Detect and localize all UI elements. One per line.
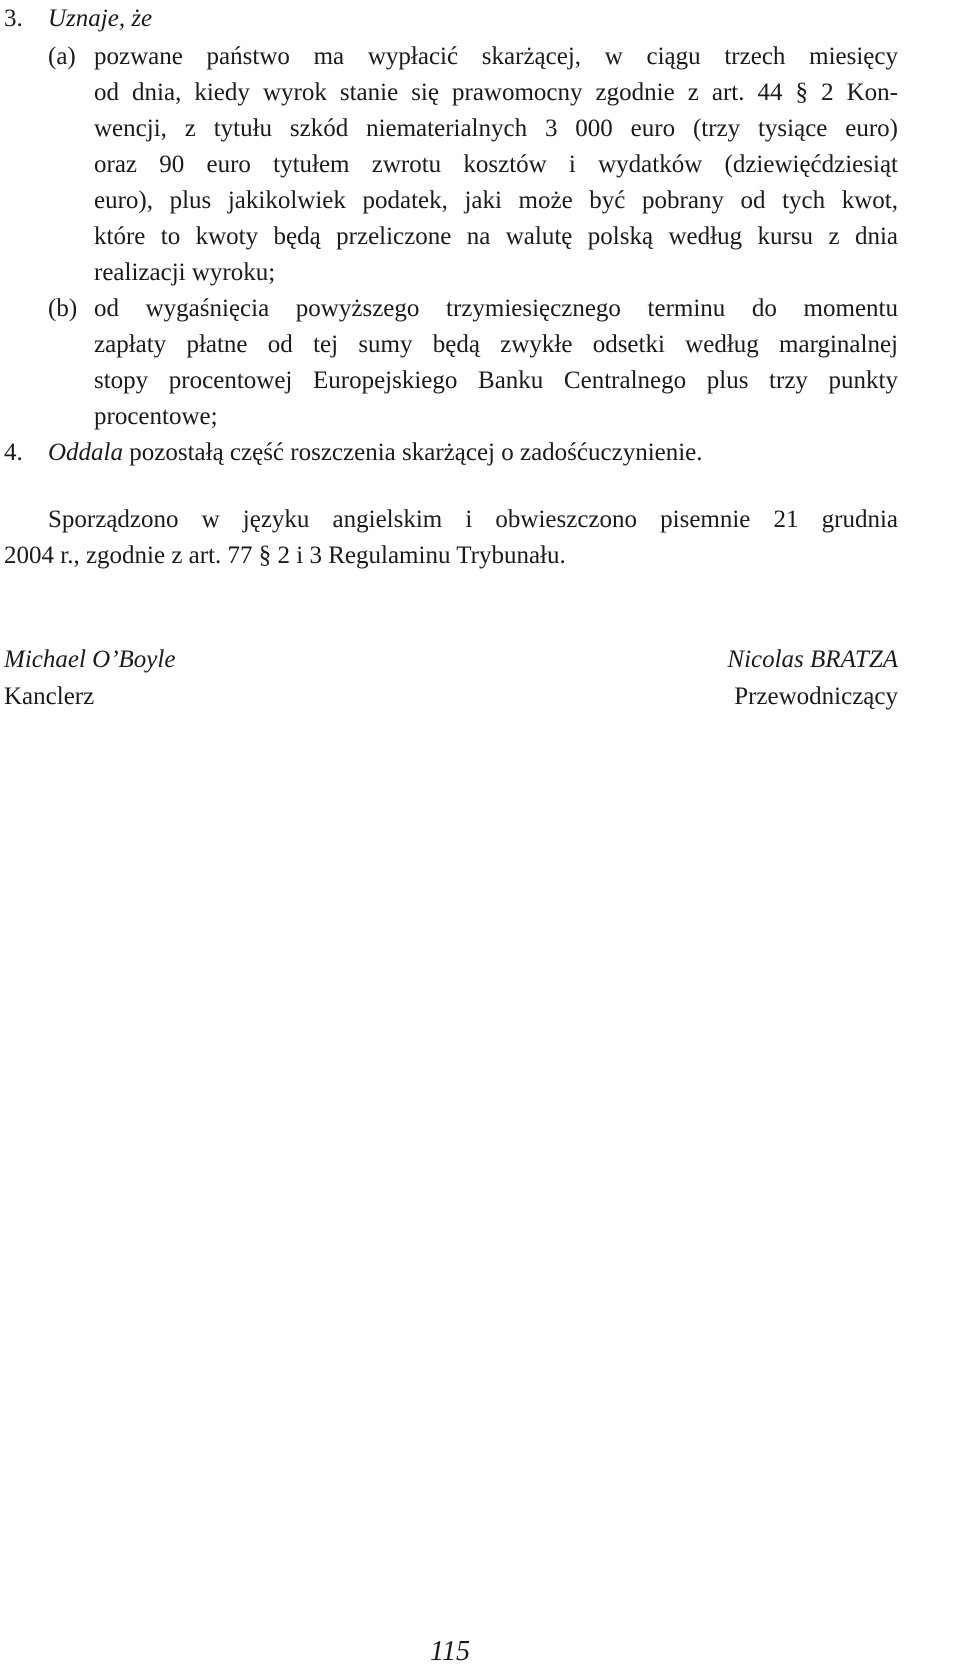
item-4-number: 4. <box>4 439 23 466</box>
item-4-title: Oddala <box>48 439 123 466</box>
item-3a-line: oraz 90 euro tytułem zwrotu kosztów i wydatków (dziewięćdziesiąt <box>94 151 898 178</box>
item-3b-line: zapłaty płatne od tej sumy będą zwykłe odsetki według marginalnej <box>94 331 898 358</box>
item-3b-line: stopy procentowej Europejskiego Banku Centralnego plus trzy punkty <box>94 367 898 394</box>
signature-left-name: Michael O’Boyle <box>4 646 176 673</box>
item-3a-line: euro), plus jakikolwiek podatek, jaki może być pobrany od tych kwot, <box>94 187 898 214</box>
item-4-body: pozostałą część roszczenia skarżącej o zadośćuczynienie. <box>123 439 703 466</box>
closing-line: Sporządzono w języku angielskim i obwieszczono pisemnie 21 grudnia <box>48 506 898 533</box>
signature-left-role: Kanclerz <box>4 683 95 710</box>
item-3b-label: (b) <box>48 295 78 322</box>
item-3-number: 3. <box>4 5 23 32</box>
signature-right-role: Przewodniczący <box>734 683 898 710</box>
item-3a-line: pozwane państwo ma wypłacić skarżącej, w ciągu trzech miesięcy <box>94 43 898 70</box>
item-4-text <box>48 440 703 465</box>
item-3a-line: od dnia, kiedy wyrok stanie się prawomocny zgodnie z art. 44 § 2 Kon- <box>94 79 898 106</box>
item-3b-line: procentowe; <box>94 403 218 430</box>
item-3a-line: realizacji wyroku; <box>94 259 276 286</box>
closing-line: 2004 r., zgodnie z art. 77 § 2 i 3 Regulaminu Trybunału. <box>4 542 566 569</box>
item-3a-line: wencji, z tytułu szkód niematerialnych 3 000 euro (trzy tysiące euro) <box>94 115 898 142</box>
item-3b-line: od wygaśnięcia powyższego trzymiesięcznego terminu do momentu <box>94 295 898 322</box>
item-3a-label: (a) <box>48 43 76 70</box>
signature-right-name: Nicolas BRATZA <box>727 646 898 673</box>
item-3-title: Uznaje, że <box>48 5 153 32</box>
page-number: 115 <box>430 1636 470 1667</box>
item-3a-line: które to kwoty będą przeliczone na walutę polską według kursu z dnia <box>94 223 898 250</box>
